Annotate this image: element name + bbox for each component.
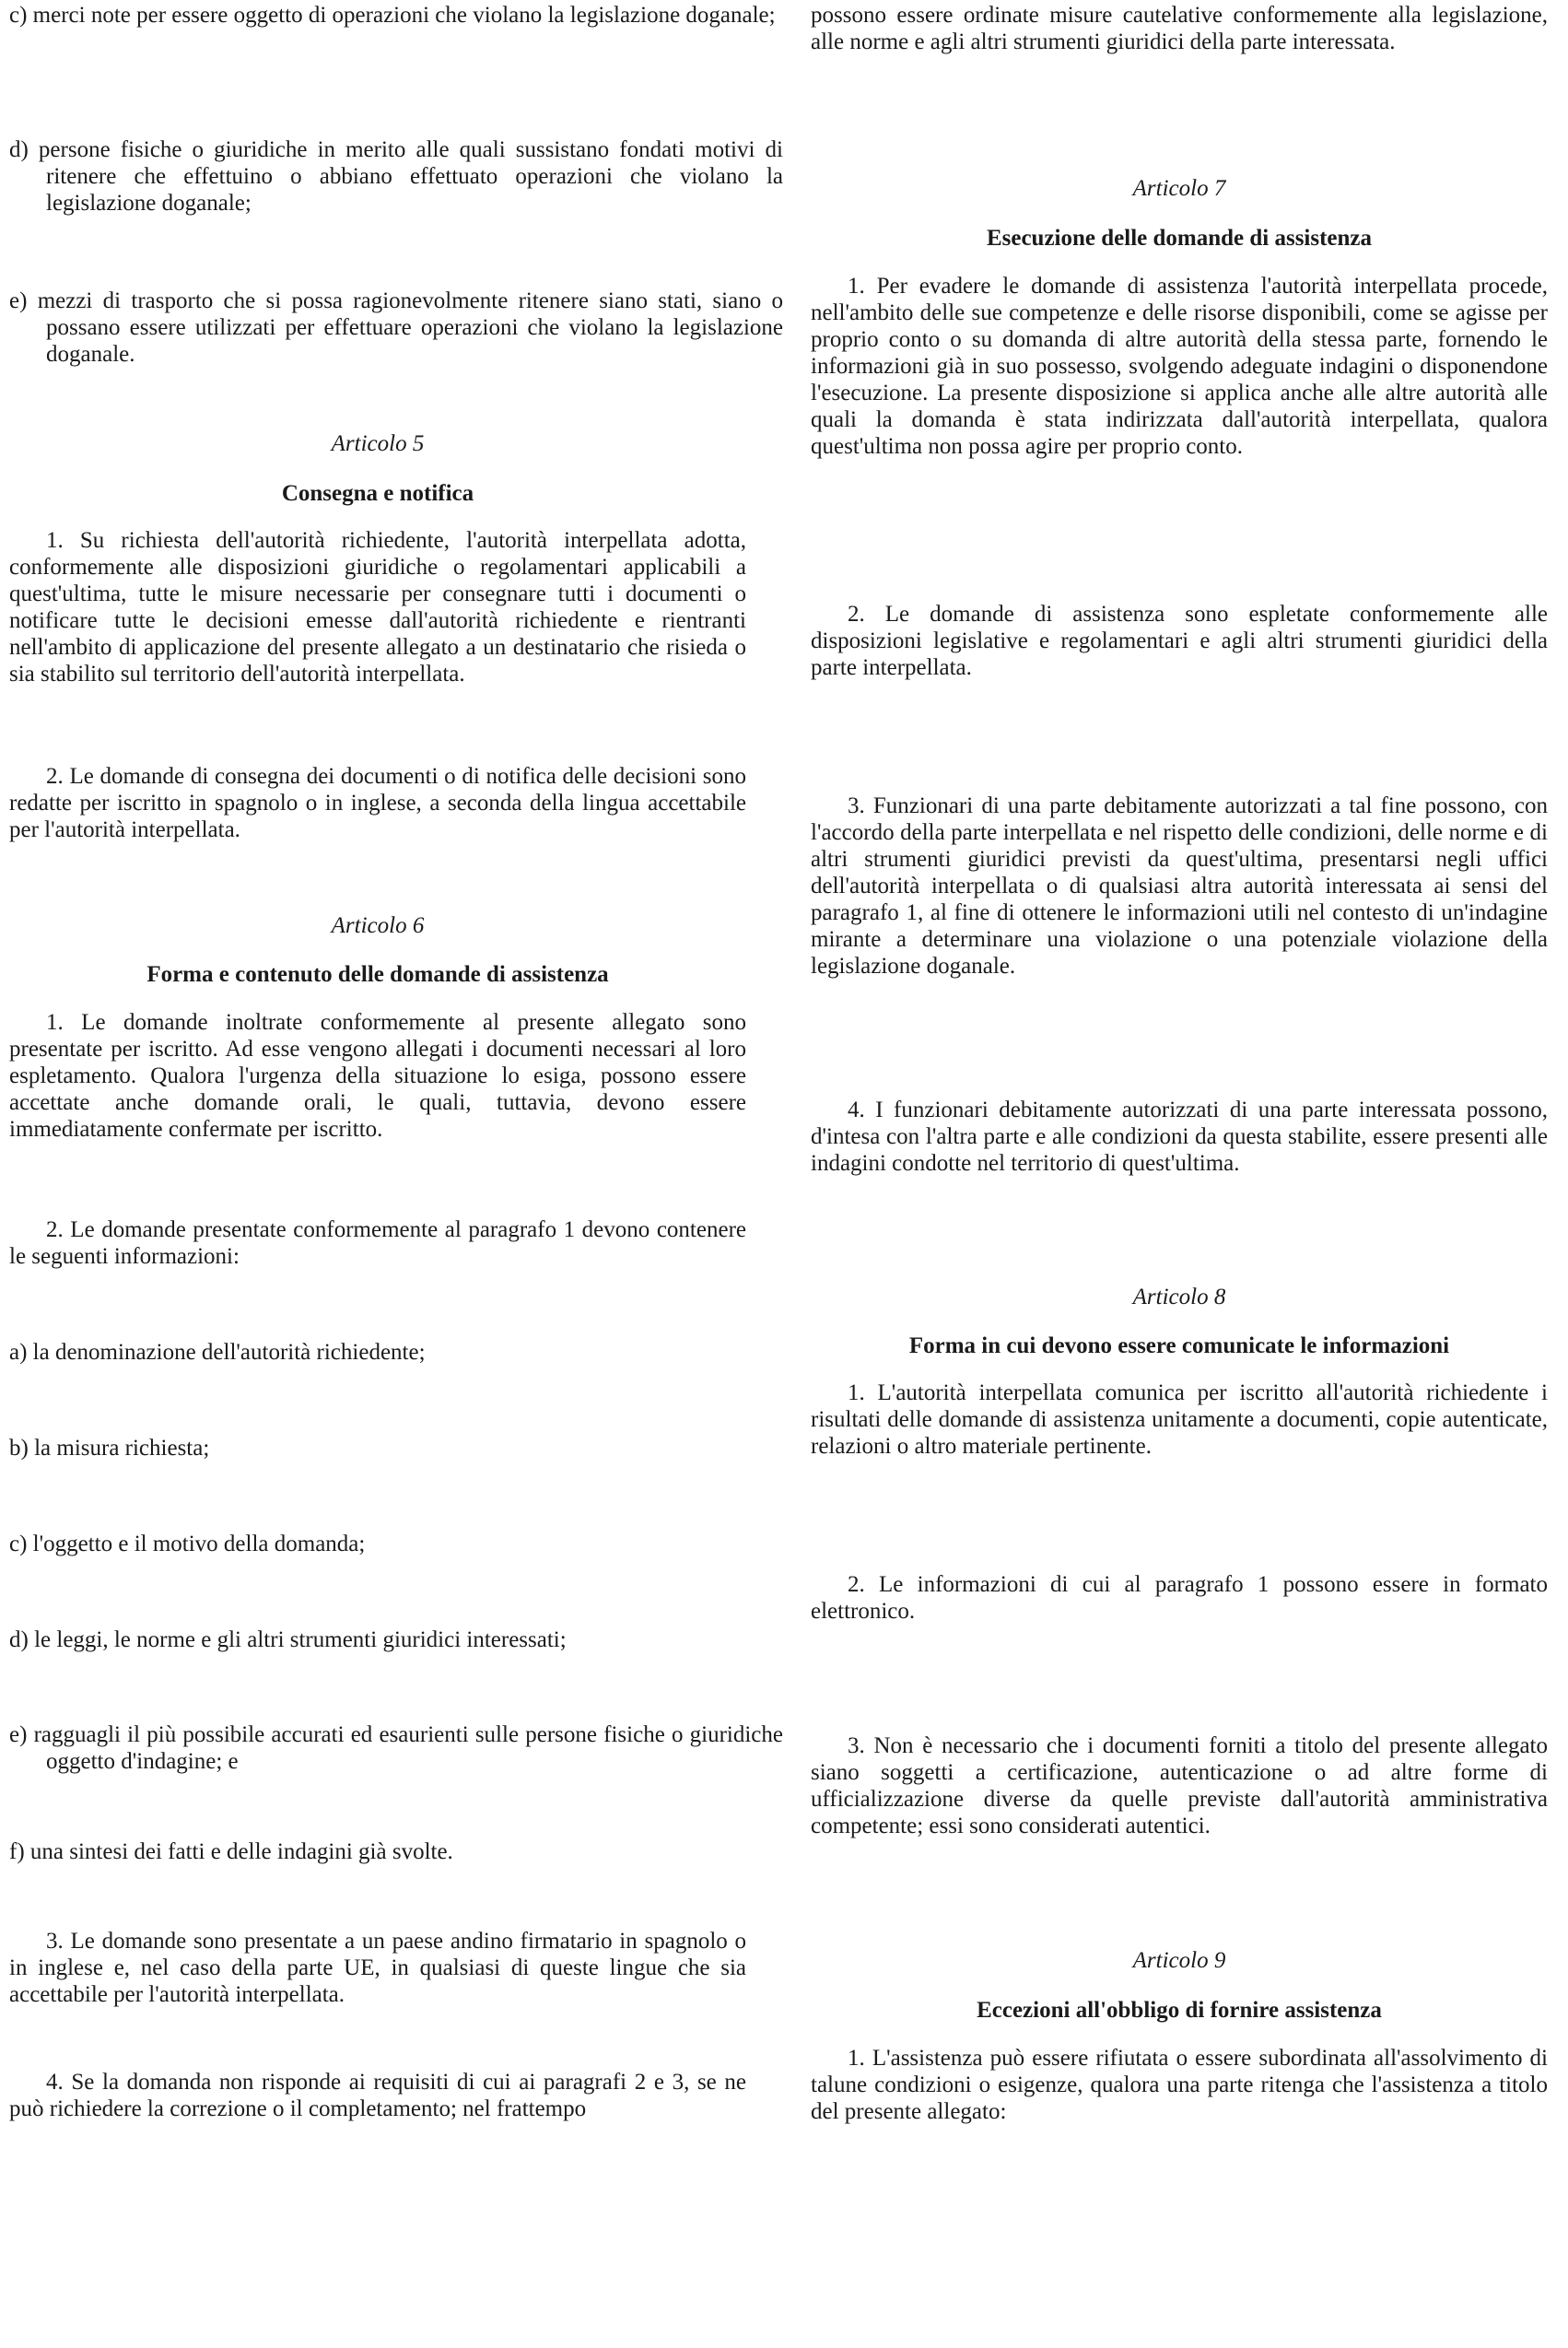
art8-paragraph-1: 1. L'autorità interpellata comunica per iscritto all'autorità richiedente i risultati delle domande di assistenza unitamente a documenti, copie autenticate, relazioni o altro materiale pertinente. bbox=[811, 1380, 1548, 1459]
art9-paragraph-1: 1. L'assistenza può essere rifiutata o essere subordinata all'assolvimento di talune condizioni o esigenze, qualora una parte ritenga che l'assistenza a titolo del presente allegato: bbox=[811, 2046, 1548, 2124]
article-5-heading: Consegna e notifica bbox=[281, 481, 474, 506]
art4-item-d: d) persone fisiche o giuridiche in merito alle quali sussistano fondati motivi di ritenere che effettuino o abbiano effettuato operazioni che violano la legislazione doganale; bbox=[9, 137, 783, 216]
art8-paragraph-3: 3. Non è necessario che i documenti forniti a titolo del presente allegato siano soggetti a certificazione, autenticazione o ad altre forme di ufficializzazione diverse da quelle previste dall'autorità amministrativa competente; essi sono considerati autentici. bbox=[811, 1733, 1548, 1838]
article-7-heading: Esecuzione delle domande di assistenza bbox=[986, 226, 1373, 251]
art6-item-a: a) la denominazione dell'autorità richiedente; bbox=[9, 1340, 426, 1365]
art4-item-c: c) merci note per essere oggetto di operazioni che violano la legislazione doganale; bbox=[9, 3, 776, 28]
art6-item-f: f) una sintesi dei fatti e delle indagini già svolte. bbox=[9, 1839, 453, 1864]
art6-item-e: e) ragguagli il più possibile accurati ed esaurienti sulle persone fisiche o giuridiche oggetto d'indagine; e bbox=[9, 1722, 783, 1774]
article-9-heading: Eccezioni all'obbligo di fornire assistenza bbox=[977, 1998, 1382, 2023]
art5-paragraph-2: 2. Le domande di consegna dei documenti o di notifica delle decisioni sono redatte per iscritto in spagnolo o in inglese, a seconda della lingua accettabile per l'autorità interpellata. bbox=[9, 764, 746, 842]
art6-paragraph-1: 1. Le domande inoltrate conformemente al presente allegato sono presentate per iscritto. Ad esse vengono allegati i documenti necessari al loro espletamento. Qualora l'urgenza della situazione lo esiga, possono essere accettate anche domande orali, le quali, tuttavia, devono essere immediatamente confermate per iscritto. bbox=[9, 1010, 746, 1142]
article-9-title: Articolo 9 bbox=[1132, 1948, 1226, 1973]
art6-item-c: c) l'oggetto e il motivo della domanda; bbox=[9, 1532, 366, 1556]
art7-paragraph-1: 1. Per evadere le domande di assistenza l'autorità interpellata procede, nell'ambito delle sue competenze e delle risorse disponibili, come se agisse per proprio conto o su domanda di altre autorità della stessa parte, fornendo le informazioni già in suo possesso, svolgendo adeguate indagini o disponendone l'esecuzione. La presente disposizione si applica anche alle altre autorità alle quali la domanda è stata indirizzata dall'autorità interpellata, qualora quest'ultima non possa agire per proprio conto. bbox=[811, 274, 1548, 459]
art7-paragraph-3: 3. Funzionari di una parte debitamente autorizzati a tal fine possono, con l'accordo della parte interpellata e nel rispetto delle condizioni, delle norme e di altri strumenti giuridici previsti da quest'ultima, presentarsi negli uffici dell'autorità interpellata o di qualsiasi altra autorità interessata ai sensi del paragrafo 1, al fine di ottenere le informazioni utili nel contesto di un'indagine mirante a determinare una violazione o una potenziale violazione della legislazione doganale. bbox=[811, 793, 1548, 979]
art7-paragraph-4: 4. I funzionari debitamente autorizzati di una parte interessata possono, d'intesa con l'altra parte e alle condizioni da questa stabilite, essere presenti alle indagini condotte nel territorio di quest'ultima. bbox=[811, 1098, 1548, 1176]
article-7-title: Articolo 7 bbox=[1132, 176, 1226, 201]
art6-paragraph-3: 3. Le domande sono presentate a un paese andino firmatario in spagnolo o in inglese e, nel caso della parte UE, in qualsiasi di queste lingue che sia accettabile per l'autorità interpellata. bbox=[9, 1929, 746, 2007]
article-5-title: Articolo 5 bbox=[331, 431, 425, 456]
art8-paragraph-2: 2. Le informazioni di cui al paragrafo 1 possono essere in formato elettronico. bbox=[811, 1572, 1548, 1624]
art5-paragraph-1: 1. Su richiesta dell'autorità richiedente, l'autorità interpellata adotta, conformemente alle disposizioni giuridiche o regolamentari applicabili a quest'ultima, tutte le misure necessarie per consegnare tutti i documenti o notificare tutte le decisioni emesse dall'autorità richiedente e rientranti nell'ambito di applicazione del presente allegato a un destinatario che risieda o sia stabilito sul territorio dell'autorità interpellata. bbox=[9, 528, 746, 687]
art6-paragraph-2: 2. Le domande presentate conformemente al paragrafo 1 devono contenere le seguenti informazioni: bbox=[9, 1217, 746, 1269]
article-8-heading: Forma in cui devono essere comunicate le informazioni bbox=[908, 1333, 1450, 1358]
art4-item-e: e) mezzi di trasporto che si possa ragionevolmente ritenere siano stati, siano o possano essere utilizzati per effettuare operazioni che violano la legislazione doganale. bbox=[9, 288, 783, 367]
art6-item-d: d) le leggi, le norme e gli altri strumenti giuridici interessati; bbox=[9, 1627, 567, 1652]
art6-item-b: b) la misura richiesta; bbox=[9, 1436, 210, 1461]
art6-paragraph-4: 4. Se la domanda non risponde ai requisiti di cui ai paragrafi 2 e 3, se ne può richiedere la correzione o il completamento; nel frattempo bbox=[9, 2070, 746, 2121]
art7-paragraph-2: 2. Le domande di assistenza sono espletate conformemente alle disposizioni legislative e regolamentari e agli altri strumenti giuridici della parte interpellata. bbox=[811, 602, 1548, 680]
art6-paragraph-4-continued: possono essere ordinate misure cautelative conformemente alla legislazione, alle norme e agli altri strumenti giuridici della parte interessata. bbox=[811, 3, 1548, 54]
article-8-title: Articolo 8 bbox=[1132, 1285, 1226, 1309]
article-6-heading: Forma e contenuto delle domande di assistenza bbox=[146, 962, 609, 987]
article-6-title: Articolo 6 bbox=[331, 913, 425, 938]
